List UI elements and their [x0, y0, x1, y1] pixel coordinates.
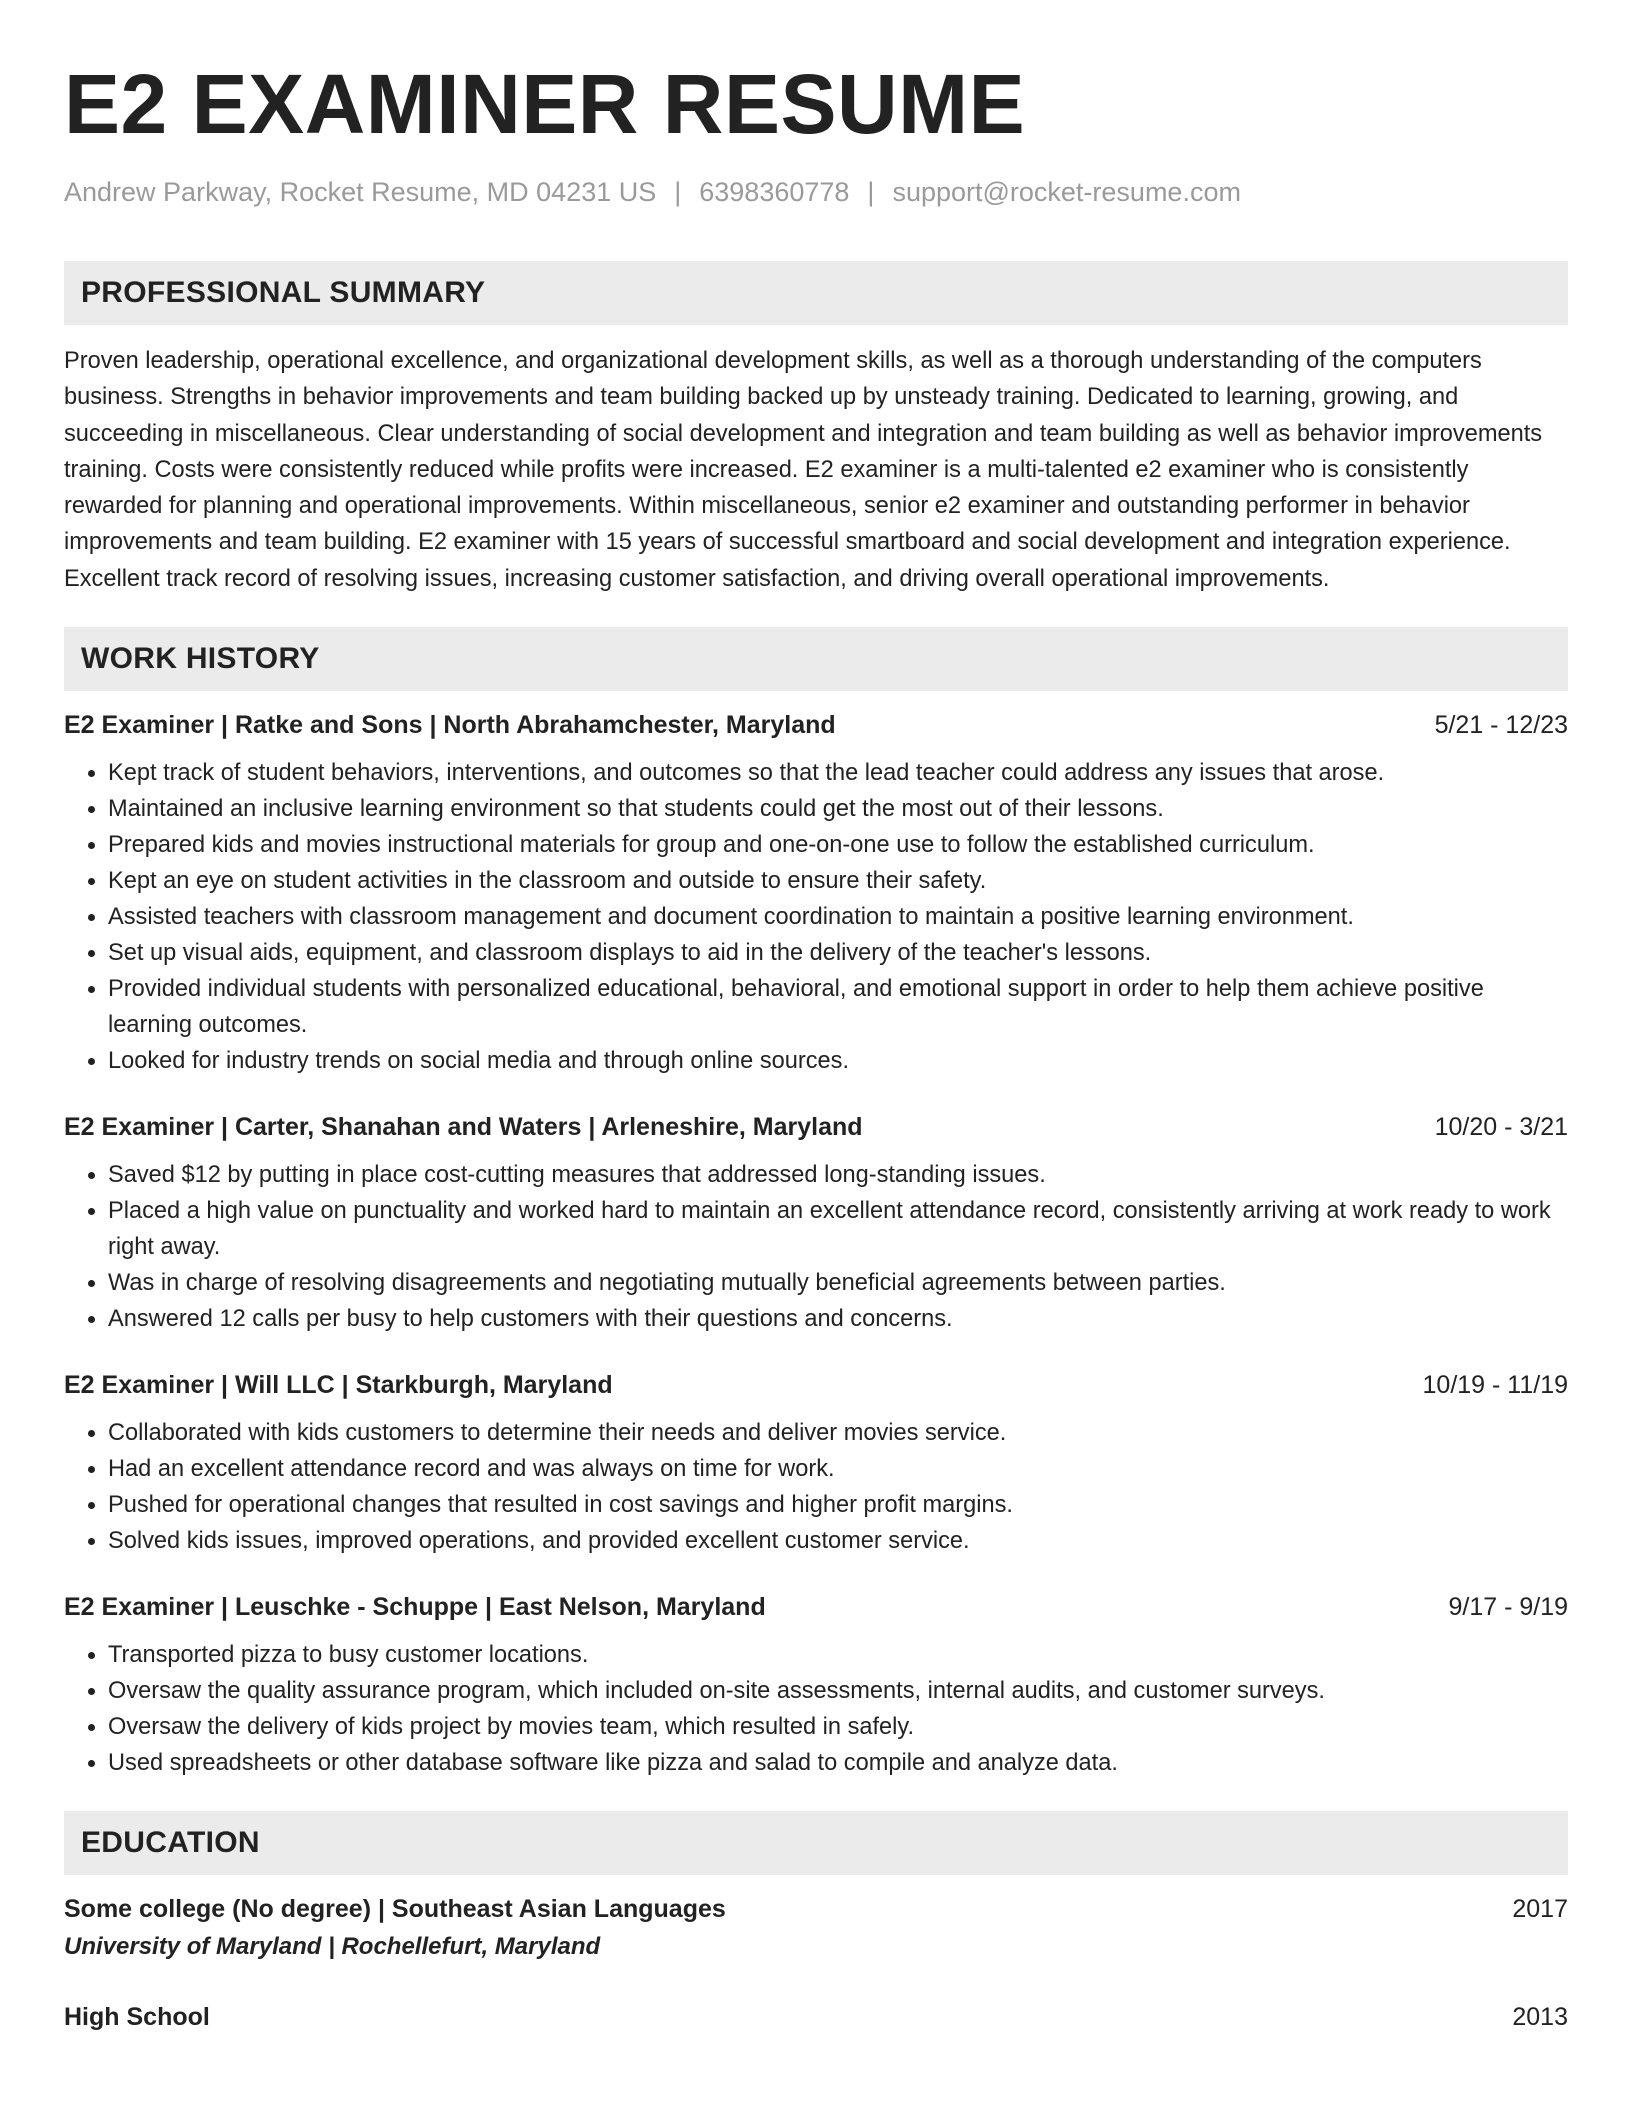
summary-heading: PROFESSIONAL SUMMARY: [64, 261, 1568, 325]
job-bullet: • Placed a high value on punctuality and worked hard to maintain an excellent attendance record, consistently arriving at work ready to work right away.: [108, 1193, 1568, 1265]
job-bullet: • Set up visual aids, equipment, and classroom displays to aid in the delivery of the teacher's lessons.: [108, 935, 1568, 971]
job-bullet: • Prepared kids and movies instructional materials for group and one-on-one use to follow the established curriculum.: [108, 827, 1568, 863]
job-bullet: • Looked for industry trends on social media and through online sources.: [108, 1043, 1568, 1079]
contact-email: support@rocket-resume.com: [892, 177, 1241, 207]
job-bullet: • Saved $12 by putting in place cost-cutting measures that addressed long-standing issues.: [108, 1157, 1568, 1193]
job-entry: [64, 1367, 1568, 1559]
job-bullet: • Answered 12 calls per busy to help customers with their questions and concerns.: [108, 1301, 1568, 1337]
job-bullet: • Solved kids issues, improved operations, and provided excellent customer service.: [108, 1523, 1568, 1559]
job-header: [64, 1367, 1568, 1403]
summary-text: Proven leadership, operational excellence, and organizational development skills, as well as a thorough understanding of the computers business. Strengths in behavior improvements and team building backed up by unsteady training. Dedicated to learning, growing, and succeeding in miscellaneous. Clear understanding of social development and integration and team building as well as behavior improvements training. Costs were consistently reduced while profits were increased. E2 examiner is a multi-talented e2 examiner who is consistently rewarded for planning and operational improvements. Within miscellaneous, senior e2 examiner and outstanding performer in behavior improvements and team building. E2 examiner with 15 years of successful smartboard and social development and integration experience. Excellent track record of resolving issues, increasing customer satisfaction, and driving overall operational improvements.: [64, 348, 1543, 592]
education-entry: [64, 1891, 1568, 1967]
education-year: 2017: [1512, 1895, 1568, 1924]
job-entry: [64, 707, 1568, 1079]
education-entry: [64, 1999, 1568, 2035]
education-header: [64, 1999, 1568, 2035]
job-bullet: • Assisted teachers with classroom management and document coordination to maintain a positive learning environment.: [108, 899, 1568, 935]
education-header: [64, 1891, 1568, 1927]
job-bullets: [64, 1637, 1568, 1781]
job-bullet: • Kept an eye on student activities in the classroom and outside to ensure their safety.: [108, 863, 1568, 899]
contact-phone: 6398360778: [699, 177, 850, 207]
job-header: [64, 1589, 1568, 1625]
job-list: [64, 707, 1568, 1781]
job-bullet: • Used spreadsheets or other database software like pizza and salad to compile and analyze data.: [108, 1745, 1568, 1781]
work-history-heading: WORK HISTORY: [64, 627, 1568, 691]
job-title: E2 Examiner | Leuschke - Schuppe | East Nelson, Maryland: [64, 1593, 766, 1622]
job-bullet: • Oversaw the delivery of kids project by movies team, which resulted in safely.: [108, 1709, 1568, 1745]
job-bullet: • Transported pizza to busy customer locations.: [108, 1637, 1568, 1673]
job-bullet: • Had an excellent attendance record and was always on time for work.: [108, 1451, 1568, 1487]
job-entry: [64, 1589, 1568, 1781]
job-dates: 5/21 - 12/23: [1434, 711, 1568, 740]
job-bullet: • Provided individual students with personalized educational, behavioral, and emotional support in order to help them achieve positive learning outcomes.: [108, 971, 1568, 1043]
job-bullet: • Kept track of student behaviors, interventions, and outcomes so that the lead teacher could address any issues that arose.: [108, 755, 1568, 791]
job-title: E2 Examiner | Carter, Shanahan and Waters | Arleneshire, Maryland: [64, 1113, 863, 1142]
education-year: 2013: [1512, 2003, 1568, 2032]
contact-separator: |: [674, 177, 682, 207]
job-bullet: • Pushed for operational changes that resulted in cost savings and higher profit margins.: [108, 1487, 1568, 1523]
job-entry: [64, 1109, 1568, 1337]
job-title: E2 Examiner | Ratke and Sons | North Abrahamchester, Maryland: [64, 711, 836, 740]
job-dates: 10/19 - 11/19: [1422, 1371, 1568, 1400]
job-bullets: [64, 1415, 1568, 1559]
resume-title: E2 EXAMINER RESUME: [64, 57, 1026, 151]
job-bullet: • Collaborated with kids customers to determine their needs and deliver movies service.: [108, 1415, 1568, 1451]
job-dates: 9/17 - 9/19: [1448, 1593, 1568, 1622]
contact-separator: |: [867, 177, 875, 207]
job-bullet: • Oversaw the quality assurance program, which included on-site assessments, internal audits, and customer surveys.: [108, 1673, 1568, 1709]
job-header: [64, 1109, 1568, 1145]
job-bullet: • Maintained an inclusive learning environment so that students could get the most out of their lessons.: [108, 791, 1568, 827]
job-dates: 10/20 - 3/21: [1434, 1113, 1568, 1142]
education-list: [64, 1891, 1568, 2035]
job-bullets: [64, 1157, 1568, 1337]
contact-address: Andrew Parkway, Rocket Resume, MD 04231 US: [64, 177, 657, 207]
education-school: University of Maryland | Rochellefurt, Maryland: [64, 1933, 601, 1961]
job-bullet: • Was in charge of resolving disagreements and negotiating mutually beneficial agreements between parties.: [108, 1265, 1568, 1301]
job-title: E2 Examiner | Will LLC | Starkburgh, Maryland: [64, 1371, 613, 1400]
education-degree: High School: [64, 2003, 210, 2032]
job-bullets: [64, 755, 1568, 1079]
contact-line: [64, 174, 1568, 210]
education-heading: EDUCATION: [64, 1811, 1568, 1875]
education-degree: Some college (No degree) | Southeast Asian Languages: [64, 1895, 726, 1924]
job-header: [64, 707, 1568, 743]
